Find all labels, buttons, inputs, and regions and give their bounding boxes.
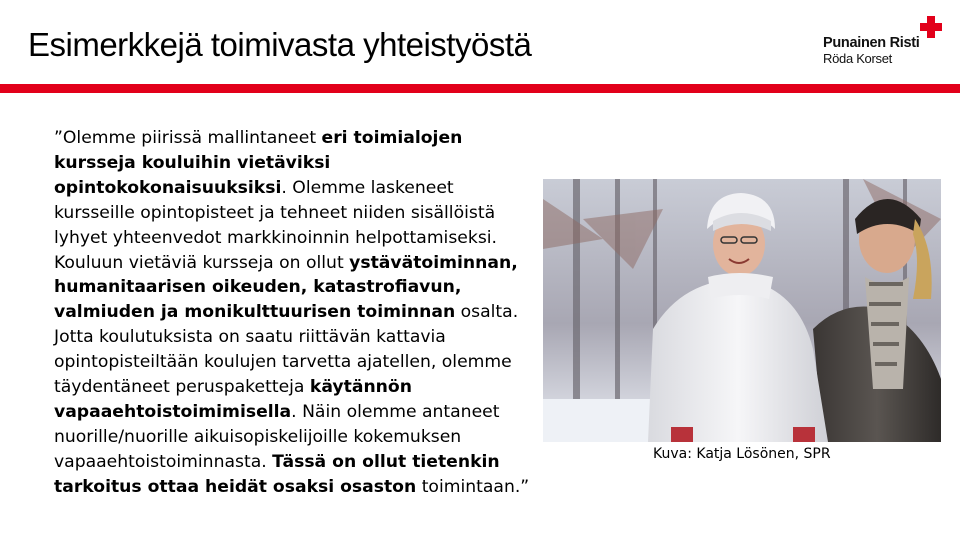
quote-segment: ”Olemme piirissä mallintaneet — [54, 128, 322, 148]
title-divider-bar — [0, 84, 960, 93]
quote-segment-bold: ystävätoiminnan, humanitaarisen oikeuden, katastrofiavun, valmiuden ja monikulttuurisen toiminnan — [54, 252, 518, 323]
logo-text-finnish: Punainen Risti — [823, 35, 920, 51]
quote-segment: osalta. Jotta koulutuksista on saatu riittävän kattavia opintopisteiltään koulujen tarvetta ajatellen, olemme täydentäneet peruspaketteja — [54, 302, 519, 398]
red-cross-logo — [820, 14, 945, 66]
logo-text-swedish: Röda Korset — [823, 51, 892, 66]
photo-caption: Kuva: Katja Lösönen, SPR — [653, 446, 831, 462]
slide-title: Esimerkkejä toimivasta yhteistyöstä — [28, 26, 532, 63]
quote-segment: . Näin olemme antaneet nuorille/nuorille aikuisopiskelijoille kokemuksen vapaaehtoistoiminnasta. — [54, 401, 500, 472]
quote-segment: . Olemme laskeneet kursseille opintopisteet ja tehneet niiden sisällöistä lyhyet yhteenvedot markkinoinnin helpottamiseksi. Kouluun vietäviä kursseja on ollut — [54, 177, 498, 273]
quote-segment: toimintaan.” — [416, 476, 530, 497]
quote-segment-bold: eri toimialojen kursseja kouluihin vietäviksi opintokokonaisuuksiksi — [54, 128, 463, 198]
quote-paragraph — [54, 126, 532, 500]
photo-two-women-winter — [543, 179, 941, 442]
quote-segment-bold: käytännön vapaaehtoistoimimisella — [54, 377, 412, 422]
red-cross-icon — [920, 16, 942, 38]
quote-segment-bold: Tässä on ollut tietenkin tarkoitus ottaa heidät osaksi osaston — [54, 451, 500, 497]
